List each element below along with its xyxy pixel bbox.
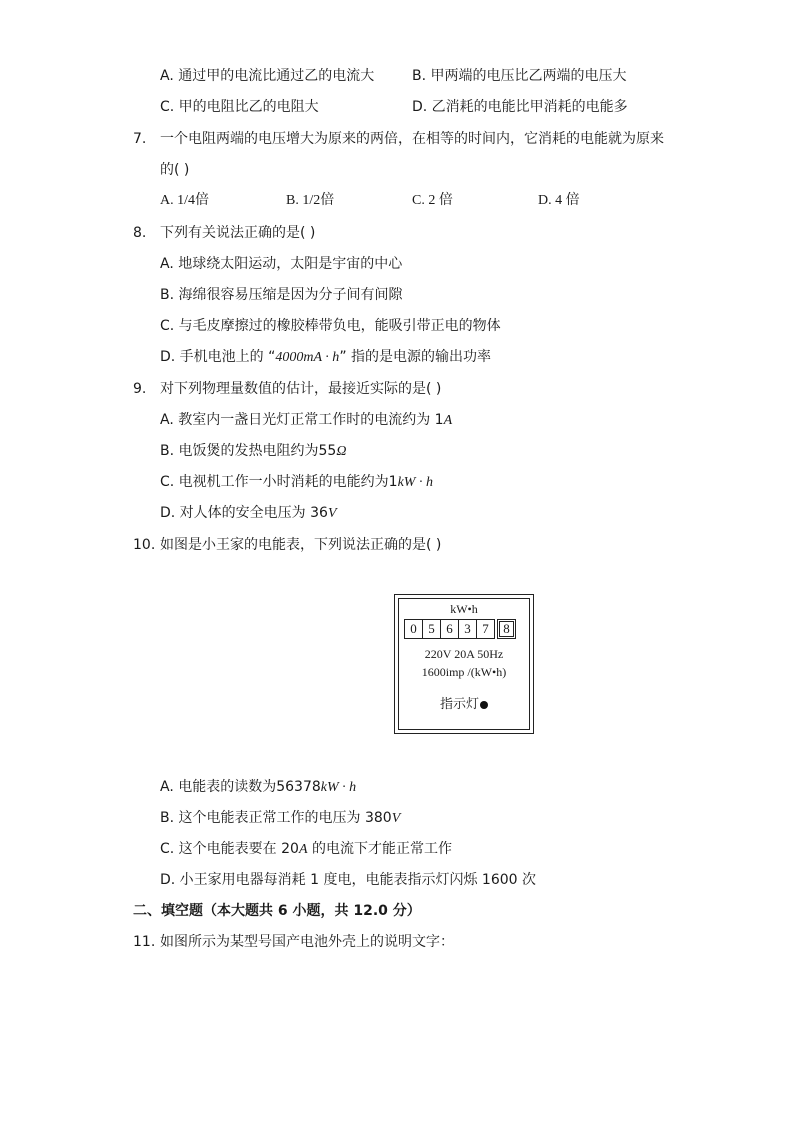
meter-indicator xyxy=(399,697,529,713)
meter-indicator-label: 指示灯 xyxy=(439,697,479,712)
q11-stem: 如图所示为某型号国产电池外壳上的说明文字： xyxy=(160,934,454,950)
q9-option-a-unit: A xyxy=(443,413,453,428)
q10-option-a-text: A. 电能表的读数为56378 xyxy=(160,779,321,795)
q10-option-c-unit: A xyxy=(298,842,308,857)
meter-decimal-digit-value: 8 xyxy=(499,621,514,637)
q9-option-a xyxy=(160,410,452,431)
meter-spec-rating: 220V 20A 50Hz xyxy=(424,647,504,661)
meter-panel xyxy=(398,598,530,730)
q7-option-a: A. 1/4倍 xyxy=(160,193,209,208)
section-heading xyxy=(133,901,421,921)
q9-number: 9. xyxy=(133,381,147,397)
q7-number: 7. xyxy=(133,131,147,147)
meter-digit: 5 xyxy=(422,619,441,639)
q10-number: 10. xyxy=(133,537,156,553)
q8-option-d-math: 4000mA · h xyxy=(275,350,340,365)
q11-number: 11. xyxy=(133,934,156,950)
q10-option-c xyxy=(160,839,452,860)
q10-option-d: D. 小王家用电器每消耗 1 度电，电能表指示灯闪烁 1600 次 xyxy=(160,872,537,888)
q8-option-d xyxy=(160,347,491,368)
q6-option-a: A. 通过甲的电流比通过乙的电流大 xyxy=(160,68,375,84)
meter-unit-label: kW•h xyxy=(450,602,478,616)
q8-option-b: B. 海绵很容易压缩是因为分子间有间隙 xyxy=(160,287,403,303)
q10-stem: 如图是小王家的电能表，下列说法正确的是( ) xyxy=(160,537,442,553)
q6-option-c: C. 甲的电阻比乙的电阻大 xyxy=(160,99,319,115)
q9-option-d xyxy=(160,503,337,524)
q7-stem-line1: 一个电阻两端的电压增大为原来的两倍，在相等的时间内，它消耗的电能就为原来 xyxy=(160,131,664,147)
q10-option-a-unit: kW · h xyxy=(320,780,357,795)
section-heading-mid: 小题，共 xyxy=(287,903,354,919)
q8-option-c: C. 与毛皮摩擦过的橡胶棒带负电，能吸引带正电的物体 xyxy=(160,318,501,334)
meter-spec-constant: 1600imp /(kW•h) xyxy=(421,665,507,679)
meter-digit-row xyxy=(404,619,516,639)
meter-digit: 7 xyxy=(476,619,495,639)
meter-digit: 0 xyxy=(404,619,423,639)
q10-option-c-text: C. 这个电能表要在 20 xyxy=(160,841,299,857)
q7-option-c: C. 2 倍 xyxy=(412,193,453,208)
q10-option-b-text: B. 这个电能表正常工作的电压为 380 xyxy=(160,810,392,826)
section-score: 12.0 xyxy=(353,903,388,919)
q9-option-b-unit: Ω xyxy=(336,444,347,459)
q7-stem-line2: 的( ) xyxy=(160,162,190,178)
q9-stem: 对下列物理量数值的估计，最接近实际的是( ) xyxy=(160,381,442,397)
section-heading-text: 二、填空题（本大题共 xyxy=(133,903,278,919)
electric-meter-figure xyxy=(394,594,534,734)
q6-option-b: B. 甲两端的电压比乙两端的电压大 xyxy=(412,68,627,84)
q10-option-a xyxy=(160,777,356,798)
q8-option-a: A. 地球绕太阳运动，太阳是宇宙的中心 xyxy=(160,256,403,272)
q7-option-d: D. 4 倍 xyxy=(538,193,580,208)
q9-option-c xyxy=(160,472,433,493)
q9-option-c-text: C. 电视机工作一小时消耗的电能约为1 xyxy=(160,474,398,490)
q9-option-b-text: B. 电饭煲的发热电阻约为55 xyxy=(160,443,337,459)
q8-option-d-text: D. 手机电池上的 “ xyxy=(160,349,276,365)
q8-stem: 下列有关说法正确的是( ) xyxy=(160,225,316,241)
q7-option-b: B. 1/2倍 xyxy=(286,193,335,208)
meter-digit: 6 xyxy=(440,619,459,639)
q10-option-c-tail: 的电流下才能正常工作 xyxy=(307,841,452,857)
q8-number: 8. xyxy=(133,225,147,241)
indicator-light-icon xyxy=(480,701,488,709)
q8-option-d-tail: ” 指的是电源的输出功率 xyxy=(339,349,492,365)
q10-option-b-unit: V xyxy=(391,811,401,826)
q9-option-a-text: A. 教室内一盏日光灯正常工作时的电流约为 1 xyxy=(160,412,444,428)
meter-digit: 3 xyxy=(458,619,477,639)
q10-option-b xyxy=(160,808,400,829)
q9-option-c-unit: kW · h xyxy=(397,475,433,490)
q6-option-d: D. 乙消耗的电能比甲消耗的电能多 xyxy=(412,99,628,115)
section-heading-tail: 分） xyxy=(387,903,421,919)
q9-option-b xyxy=(160,441,346,462)
q9-option-d-unit: V xyxy=(327,506,337,521)
meter-decimal-digit xyxy=(497,619,516,639)
section-question-count: 6 xyxy=(277,903,288,919)
q9-option-d-text: D. 对人体的安全电压为 36 xyxy=(160,505,328,521)
